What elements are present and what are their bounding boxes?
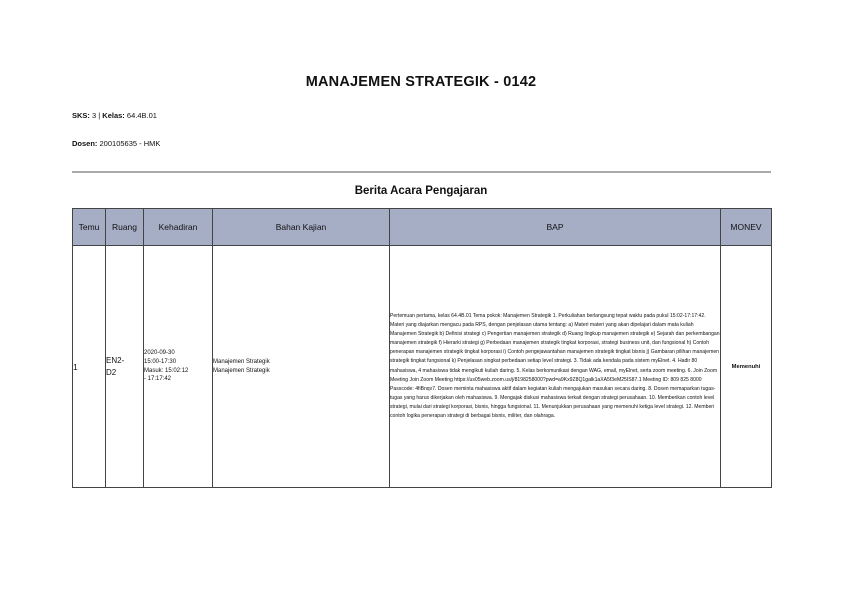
attendance-date: 2020-09-30 (144, 350, 175, 357)
ruang-line: EN2- (106, 355, 125, 365)
section-title: Berita Acara Pengajaran (354, 185, 488, 197)
dosen-value: 200105635 - HMK (97, 139, 161, 148)
ruang-line: D2 (106, 367, 117, 377)
cell-bahan-kajian (213, 246, 390, 488)
lecturer-meta (72, 139, 160, 148)
header-bahan-kajian: Bahan Kajian (213, 209, 390, 246)
sks-value: 3 | (89, 111, 103, 120)
bahan-kajian-line: Manajemen Strategik (213, 358, 270, 365)
cell-bap: Pertemuan pertama, kelas 64.4B.01 Tema pokok: Manajemen Strategik 1. Perkuliahan berlangsung tepat waktu pada pukul 15:02-17:17:42. Materi yang diajarkan mengacu pada RPS, dengan penjelasan utama tentang: a) Materi materi yang akan dipelajari dalam mata kuliah Manajemen Strategik b) Definisi strategi c) Pengertian manajemen strategik d) Ruang lingkup manajemen strategik e) Sejarah dan perkembangan manajemen strategik f) Hierarki strategi g) Perbedaan manajemen strategik tingkat korporasi, strategi business unit, dan fungsional h) Contoh penerapan manajemen strategik tingkat korporasi i) Contoh pengejawantahan manajemen strategik tingkat bisnis j) Gambaran pilihan manajemen strategik tingkat fungsional k) Penjelasan singkat perbedaan setiap level strategi. 3. Tidak ada kendala pada sistem myElnet. 4. Hadir 80 mahasiswa, 4 mahasiswa tidak mengikuti kuliah daring. 5. Kelas berkomunikasi dengan WAG, email, myElnet, serta zoom meeting. 6. Join Zoom Meeting Join Zoom Meeting https://us05web.zoom.us/j/8198258000?pwd=a9Kx9Z8Q1galk1aXA5f3eM25IS87.1 Meeting ID: 809 825 8000 Passcode: 4fiBnqv7. Dosen meminta mahasiswa aktif dalam kegiatan kuliah mengajukan masukan secara daring. 8. Dosen memaparkan tugas-tugas yang harus dikerjakan oleh mahasiswa. 9. Mengajak diskusi mahasiswa terkait dengan strategi perusahaan. 10. Memberikan contoh level strategi, mulai dari strategi korporasi, bisnis, hingga fungsional. 11. Menunjukkan perusahaan yang memenuhi ketiga level strategi. 12. Memberi contoh logika penerapan strategi di berbagai bisnis, militer, dan olahraga. (390, 246, 721, 488)
attendance-time: 15:00-17:30 (144, 358, 177, 365)
header-divider (72, 171, 771, 173)
cell-temu: 1 (73, 246, 106, 488)
attendance-checkout: - 17:17:42 (144, 376, 172, 383)
header-monev: MONEV (721, 209, 772, 246)
table-header-row (73, 209, 772, 246)
bahan-kajian-line: Manajemen Strategik (213, 367, 270, 374)
attendance-checkin: Masuk: 15:02:12 (144, 367, 189, 374)
kelas-label: Kelas: (102, 111, 125, 120)
header-kehadiran: Kehadiran (144, 209, 213, 246)
sks-label: SKS: (72, 111, 90, 120)
header-temu: Temu (73, 209, 106, 246)
kelas-value: 64.4B.01 (124, 111, 157, 120)
header-bap: BAP (390, 209, 721, 246)
cell-monev: Memenuhi (721, 246, 772, 488)
dosen-label: Dosen: (72, 139, 98, 148)
document-title: MANAJEMEN STRATEGIK - 0142 (305, 74, 537, 90)
cell-kehadiran (144, 246, 213, 488)
table-row (73, 246, 772, 488)
header-ruang: Ruang (106, 209, 144, 246)
bap-table (72, 208, 772, 488)
cell-ruang (106, 246, 144, 488)
course-meta (72, 111, 157, 120)
